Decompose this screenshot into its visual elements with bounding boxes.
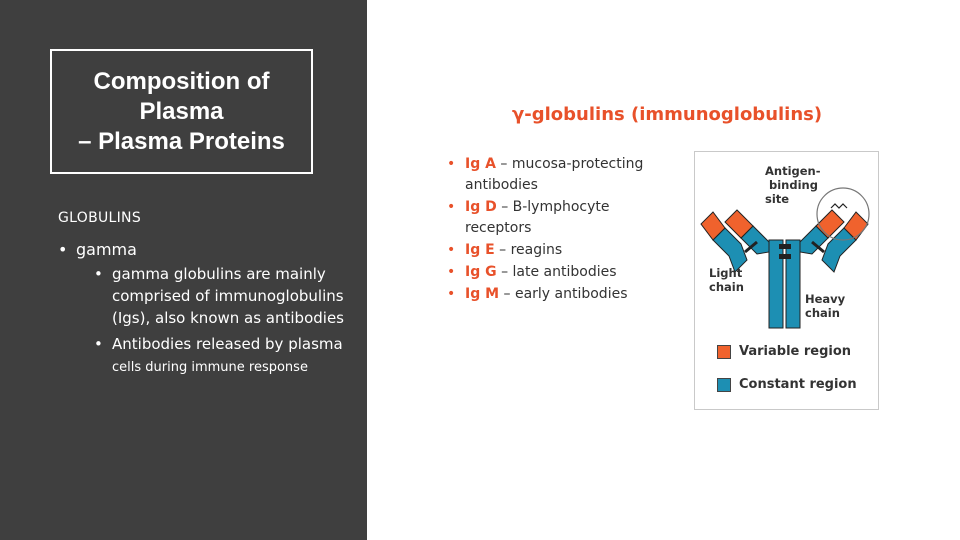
- hinge: [779, 254, 791, 259]
- sub-bullet-2-text-c: cells during immune response: [112, 360, 308, 375]
- bullet-dot: •: [58, 240, 68, 259]
- ig-item-e: [447, 240, 677, 261]
- ig-desc: – mucosa-protecting antibodies: [465, 156, 644, 193]
- ig-item-a: [447, 154, 677, 196]
- legend-variable-region: [717, 344, 851, 359]
- ig-name: Ig A: [465, 156, 496, 172]
- heavy-label-line: Heavy: [805, 292, 846, 306]
- hinge: [779, 244, 791, 249]
- ig-name: Ig G: [465, 264, 497, 280]
- heavy-chain-stem-left: [769, 240, 783, 328]
- title-line-1: Composition of: [93, 67, 270, 95]
- sub-bullet-2-text-b: plasma: [288, 335, 343, 353]
- bullet-list: [58, 240, 358, 379]
- ig-desc: – reagins: [499, 242, 563, 258]
- ig-item-g: [447, 262, 677, 283]
- legend-variable-label: Variable region: [739, 344, 852, 359]
- light-label-line: Light: [709, 266, 743, 280]
- globulins-heading: γ-globulins (immunoglobulins): [512, 104, 823, 125]
- bullet-dot: •: [447, 156, 456, 172]
- antibody-figure: [694, 151, 879, 410]
- constant-swatch: [717, 378, 731, 392]
- antigen-label-line: Antigen-: [765, 164, 821, 178]
- heavy-label-line: chain: [805, 306, 840, 320]
- sub-bullet-1: [94, 263, 358, 329]
- title-line-2: Plasma: [139, 97, 224, 125]
- ig-item-d: [447, 197, 677, 239]
- heavy-chain-stem-right: [786, 240, 800, 328]
- sub-bullet-1-text: gamma globulins are mainly comprised of immunoglobulins (Igs), also known as antibodies: [112, 265, 344, 327]
- ig-item-m: [447, 284, 677, 305]
- sub-bullet-2: [94, 333, 358, 379]
- legend-constant-region: [717, 377, 857, 392]
- left-panel: [0, 0, 367, 540]
- section-label: GLOBULINS: [58, 210, 142, 226]
- heavy-chain-label: [805, 292, 845, 320]
- sub-bullet-2-text-a: Antibodies released by: [112, 335, 284, 353]
- antigen-binding-site-label: [765, 164, 821, 206]
- ig-name: Ig D: [465, 199, 497, 215]
- title-line-3: – Plasma Proteins: [78, 127, 285, 155]
- bullet-gamma-text: gamma: [76, 240, 137, 259]
- bullet-dot: •: [447, 242, 456, 258]
- bullet-dot: •: [94, 265, 103, 283]
- light-label-line: chain: [709, 280, 744, 294]
- antigen-label-line: site: [765, 192, 790, 206]
- ig-name: Ig M: [465, 286, 500, 302]
- bullet-dot: •: [447, 264, 456, 280]
- bullet-gamma: [58, 240, 358, 259]
- binding-site-notch: [831, 204, 847, 208]
- ig-name: Ig E: [465, 242, 495, 258]
- ig-list: [447, 154, 677, 306]
- bullet-dot: •: [94, 335, 103, 353]
- ig-desc: – early antibodies: [503, 286, 628, 302]
- legend-constant-label: Constant region: [739, 377, 857, 392]
- variable-swatch: [717, 345, 731, 359]
- ig-desc: – late antibodies: [501, 264, 617, 280]
- slide-title: [78, 67, 285, 157]
- bullet-dot: •: [447, 199, 456, 215]
- bullet-dot: •: [447, 286, 456, 302]
- ig-desc: – B-lymphocyte receptors: [465, 199, 610, 236]
- light-chain-label: [709, 266, 744, 294]
- antigen-label-line: binding: [769, 178, 818, 192]
- title-box: [50, 49, 313, 174]
